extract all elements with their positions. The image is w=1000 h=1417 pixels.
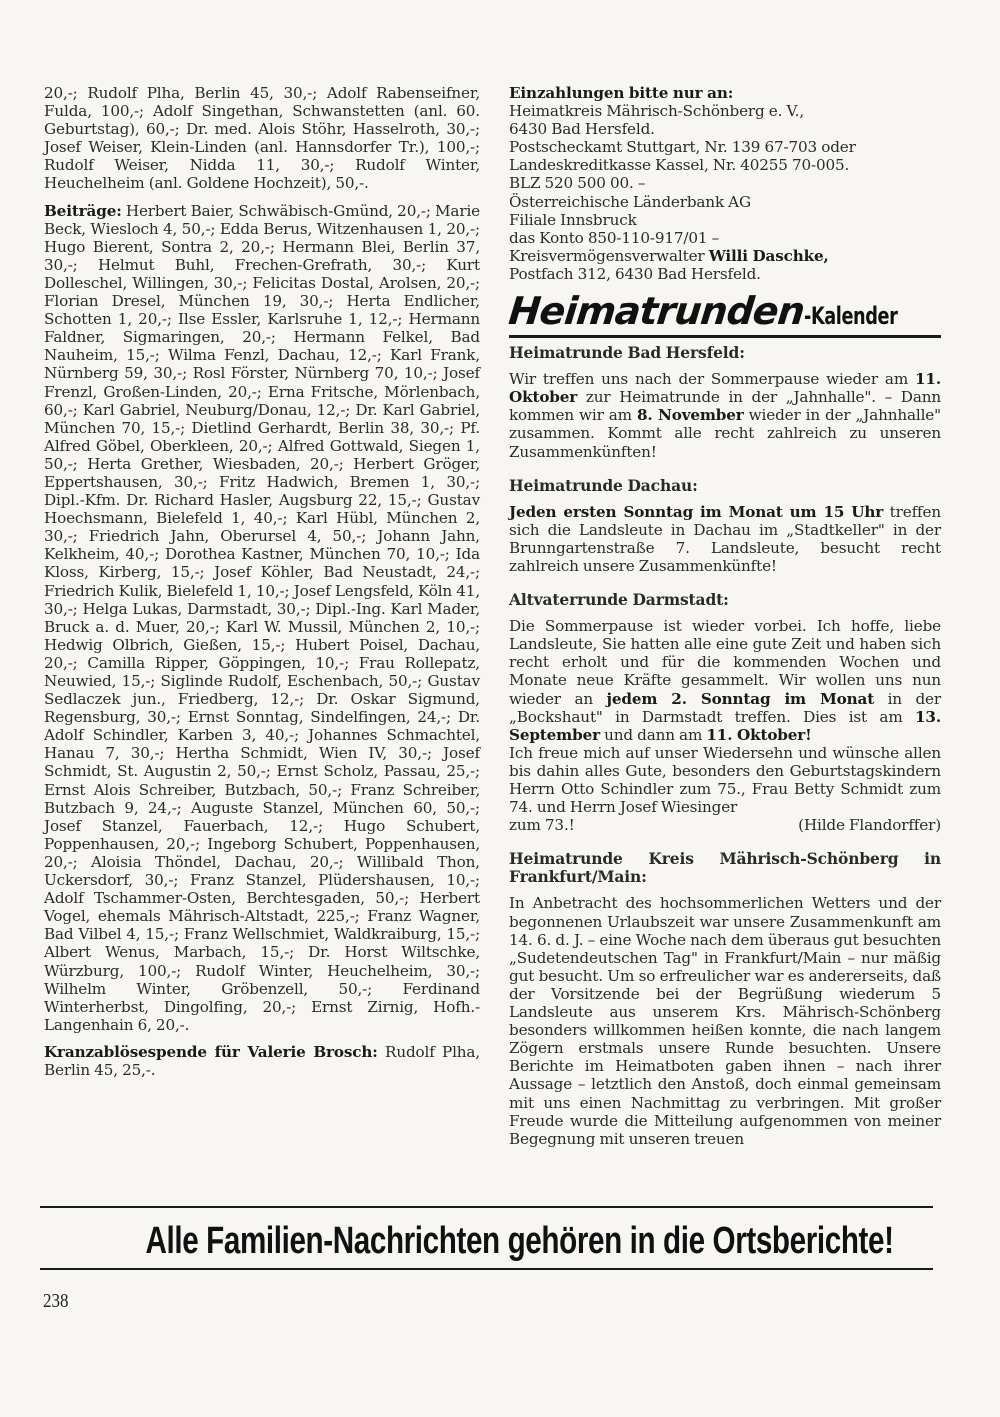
- payment-heading: [509, 84, 941, 102]
- calendar-title: [506, 289, 941, 338]
- calendar-column: [506, 84, 941, 1148]
- address-line: BLZ 520 500 00. –: [509, 174, 646, 193]
- verwalter-address: Postfach 312, 6430 Bad Hersfeld.: [509, 264, 761, 283]
- address-line: Filiale Innsbruck: [509, 210, 637, 229]
- signature-line: [509, 816, 941, 834]
- address-line: Heimatkreis Mährisch-Schönberg e. V.,: [509, 102, 804, 121]
- emphasis-text: 13. September: [509, 707, 941, 744]
- banner-text: Alle Familien-Nachrichten gehören in die Ortsberichte!: [145, 1220, 894, 1262]
- body-text: treffen sich die Landsleute in Dachau im „Stadtkeller" in der Brunngartenstraße 7. Landsleute, besucht recht zahlreich unsere Zusammenkünfte!: [509, 502, 941, 575]
- page-number: 238: [43, 1290, 69, 1312]
- verwalter-prefix: Kreisvermögensverwalter: [509, 246, 709, 265]
- body-text: zur Heimatrunde in der „Jahnhalle". – Dann kommen wir am: [509, 388, 941, 425]
- payment-heading-text: Einzahlungen bitte nur an:: [509, 84, 734, 102]
- address-line: Österreichische Länderbank AG: [509, 192, 751, 211]
- banner-top-rule: [40, 1206, 933, 1208]
- section-body: [509, 617, 941, 744]
- calendar-title-script: Heimatrunden: [506, 289, 807, 334]
- emphasis-text: Jeden ersten Sonntag im Monat um 15 Uhr: [509, 502, 884, 521]
- greeting-end: zum 73.!: [509, 816, 575, 835]
- section-heading: Heimatrunde Kreis Mährisch-Schönberg in Frankfurt/Main:: [509, 849, 941, 887]
- verwalter-line: [509, 247, 941, 265]
- emphasis-text: 11. Oktober: [509, 370, 941, 407]
- section-heading: Heimatrunde Dachau:: [509, 475, 698, 495]
- banner-notice: [40, 1220, 933, 1263]
- section-body: [509, 370, 941, 460]
- calendar-title-word: -Kalender: [803, 302, 898, 331]
- emphasis-text: 11. Oktober!: [706, 725, 812, 744]
- body-text: Wir treffen uns nach der Sommerpause wieder am: [509, 370, 916, 389]
- section-heading: Heimatrunde Bad Hersfeld:: [509, 343, 745, 363]
- kranz-label: Kranzablösespende für Valerie Brosch:: [44, 1042, 378, 1061]
- section-heading: Altvaterrunde Darmstadt:: [509, 590, 729, 610]
- kranz-paragraph: [44, 1043, 480, 1079]
- emphasis-text: jedem 2. Sonntag im Monat: [606, 689, 875, 708]
- kranz-text: Rudolf Plha, Berlin 45, 25,-.: [44, 1042, 480, 1079]
- emphasis-text: 8. November: [636, 406, 744, 425]
- address-line: das Konto 850-110-917/01 –: [509, 228, 720, 247]
- payment-address-lines: [509, 102, 941, 247]
- signature: (Hilde Flandorffer): [798, 816, 941, 835]
- verwalter-name: Willi Daschke,: [708, 246, 829, 265]
- beitraege-label: Beiträge:: [44, 201, 122, 220]
- beitraege-text: Herbert Baier, Schwäbisch-Gmünd, 20,-; Marie Beck, Wiesloch 4, 50,-; Edda Berus, Witzenhausen 1, 20,-; Hugo Bierent, Sontra 2, 20,-; Hermann Blei, Berlin 37, 30,-; Helmut Buhl, Frechen-Grefrath, 30,-; Kurt Dolleschel, Willingen, 30,-; Felicitas Dostal, Arolsen, 20,-; Florian Dresel, München 19, 30,-; Herta Endlicher, Schotten 1, 20,-; Ilse Essler, Karlsruhe 1, 12,-; Hermann Faldner, Sigmaringen, 20,-; Hermann Felkel, Bad Nauheim, 15,-; Wilma Fenzl, Dachau, 12,-; Karl Frank, Nürnberg 59, 30,-; Rosl Förster, Nürnberg 70, 10,-; Josef Frenzl, Großen-Linden, 20,-; Erna Fritsche, Mörlenbach, 60,-; Karl Gabriel, Neuburg/Donau, 12,-; Dr. Karl Gabriel, München 70, 15,-; Dietlind Gerhardt, Berlin 38, 30,-; Pf. Alfred Göbel, Oberkleen, 20,-; Alfred Gottwald, Siegen 1, 50,-; Herta Grether, Wiesbaden, 20,-; Herbert Gröger, Eppertshausen, 30,-; Fritz Hadwich, Bremen 1, 30,-; Dipl.-Kfm. Dr. Richard Hasler, Augsburg 22, 15,-; Gustav Hoechsmann, Bielefeld 1, 40,-; Karl Hübl, München 2, 30,-; Friedrich Jahn, Oberursel 4, 50,-; Johann Jahn, Kelkheim, 40,-; Dorothea Kastner, München 70, 10,-; Ida Kloss, Kirberg, 15,-; Josef Köhler, Bad Neustadt, 24,-; Friedrich Kulik, Bielefeld 1, 10,-; Josef Lengsfeld, Köln 41, 30,-; Helga Lukas, Darmstadt, 30,-; Dipl.-Ing. Karl Mader, Bruck a. d. Muer, 20,-; Karl W. Mussil, München 2, 10,-; Hedwig Olbrich, Gießen, 15,-; Hubert Poisel, Dachau, 20,-; Camilla Ripper, Göppingen, 10,-; Frau Rollepatz, Neuwied, 15,-; Siglinde Rudolf, Eschenbach, 50,-; Gustav Sedlaczek jun., Friedberg, 12,-; Dr. Oskar Sigmund, Regensburg, 30,-; Ernst Sonntag, Sindelfingen, 24,-; Dr. Adolf Schindler, Karben 3, 40,-; Johannes Schmachtel, Hanau 7, 30,-; Hertha Schmidt, Wien IV, 30,-; Josef Schmidt, St. Augustin 2, 50,-; Ernst Scholz, Passau, 25,-; Ernst Alois Schreiber, Butzbach, 50,-; Franz Schreiber, Butzbach 9, 24,-; Auguste Stanzel, München 60, 50,-; Josef Stanzel, Fauerbach, 12,-; Hugo Schubert, Poppenhausen, 20,-; Ingeborg Schubert, Poppenhausen, 20,-; Aloisia Thöndel, Dachau, 20,-; Willibald Thon, Uckersdorf, 30,-; Franz Stanzel, Plüdershausen, 10,-; Adolf Tschammer-Osten, Berchtesgaden, 50,-; Herbert Vogel, ehemals Mährisch-Altstadt, 225,-; Franz Wagner, Bad Vilbel 4, 15,-; Franz Wellschmiet, Waldkraiburg, 15,-; Albert Wenus, Marbach, 15,-; Dr. Horst Wiltschke, Würzburg, 100,-; Rudolf Winter, Heuchelheim, 30,-; Wilhelm Winter, Gröbenzell, 50,-; Ferdinand Winterherbst, Dingolfing, 20,-; Ernst Zirnig, Hofh.-Langenhain 6, 20,-.: [44, 201, 480, 1034]
- body-text: Die Sommerpause ist wieder vorbei. Ich hoffe, liebe Landsleute, Sie hatten alle eine gute Zeit und haben sich recht erholt und für die kommenden Wochen und Monate neue Kräfte gesammelt. Wir wollen uns nun wieder an: [509, 617, 941, 708]
- body-text: In Anbetracht des hochsommerlichen Wetters und der begonnenen Urlaubszeit war unsere Zusammenkunft am 14. 6. d. J. – eine Woche nach dem überaus gut besuchten „Sudetendeutschen Tag" in Frankfurt/Main – nur mäßig gut besucht. Um so erfreulicher war es andererseits, daß der Vorsitzende bei der Begrüßung wiederum 5 Landsleute aus unserem Krs. Mährisch-Schönberg besonders willkommen heißen konnte, die nach langem Zögern erstmals unsere Runde besuchten. Unsere Berichte im Heimatboten gaben ihnen – nach ihrer Aussage – letztlich den Anstoß, doch einmal gemeinsam mit uns einen Nachmittag zu verbringen. Mit großer Freude wurde die Mitteilung aufgenommen von meiner Begegnung mit unseren treuen: [509, 894, 941, 1148]
- beitraege-paragraph: [44, 202, 480, 1034]
- payment-info: [509, 84, 941, 283]
- section-body: [509, 894, 941, 1147]
- body-text: in der „Bockshaut" in Darmstadt treffen. Dies ist am: [509, 689, 941, 726]
- donations-column: [44, 84, 480, 1079]
- donations-intro: 20,-; Rudolf Plha, Berlin 45, 30,-; Adolf Rabenseifner, Fulda, 100,-; Adolf Singethan, Schwanstetten (anl. 60. Geburtstag), 60,-; Dr. med. Alois Stöhr, Hasselroth, 30,-; Josef Weiser, Klein-Linden (anl. Hannsdorfer Tr.), 100,-; Rudolf Weiser, Nidda 11, 30,-; Rudolf Winter, Heuchelheim (anl. Goldene Hochzeit), 50,-.: [44, 84, 480, 193]
- address-line: Landeskreditkasse Kassel, Nr. 40255 70-005.: [509, 156, 850, 175]
- body-text: und dann am: [599, 725, 707, 744]
- address-line: Postscheckamt Stuttgart, Nr. 139 67-703 oder: [509, 138, 856, 157]
- calendar-sections: [509, 344, 941, 1148]
- banner-bottom-rule: [40, 1268, 933, 1270]
- section-body: [509, 503, 941, 575]
- address-line: 6430 Bad Hersfeld.: [509, 120, 655, 139]
- section-greeting: Ich freue mich auf unser Wiedersehn und wünsche allen bis dahin alles Gute, besonders den Geburtstagskindern Herrn Otto Schindler zum 75., Frau Betty Schmidt zum 74. und Herrn Josef Wiesinger: [509, 743, 941, 817]
- body-text: wieder in der „Jahnhalle" zusammen. Kommt alle recht zahlreich zu unseren Zusammenkünften!: [509, 406, 941, 461]
